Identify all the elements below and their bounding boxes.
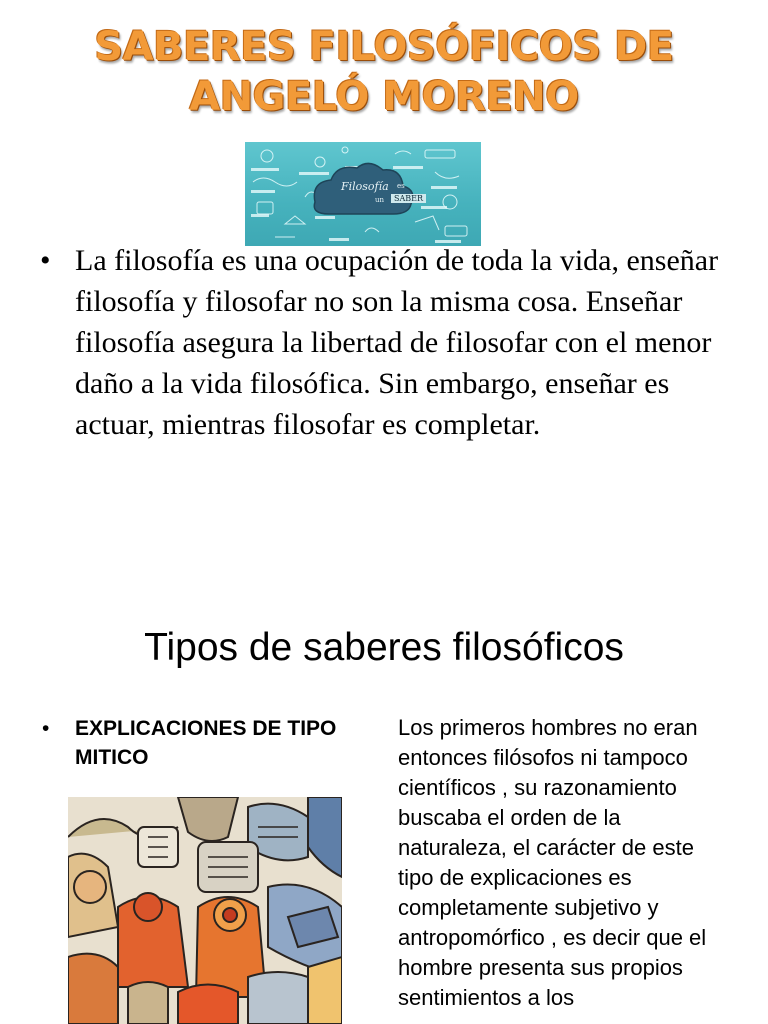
intro-text: La filosofía es una ocupación de toda la vida, enseñar filosofía y filosofar no son la misma cosa. Enseñar filosofía asegura la libertad de filosofar con el menor daño a la vida filosófica. Sin embargo, enseñar es actuar, mientras filosofar es completar. xyxy=(75,244,719,441)
philosophy-banner-image xyxy=(245,142,481,246)
banner-illustration xyxy=(245,142,481,246)
banner-text-saber: SABER xyxy=(391,194,426,203)
banner-text-un: un xyxy=(375,196,385,204)
section-title: Tipos de saberes filosóficos xyxy=(144,626,624,669)
mythic-description: Los primeros hombres no eran entonces filósofos ni tampoco científicos , su razonamiento buscaba el orden de la naturaleza, el carácter de este tipo de explicaciones es completamente subjetivo y antropomórfico , es decir que el hombre presenta sus propios sentimientos a los xyxy=(398,715,707,1010)
title-line-1: SABERES FILOSÓFICOS DE xyxy=(94,24,674,70)
banner-text-filosofia: Filosofía xyxy=(341,180,389,193)
banner-text-es: es xyxy=(397,182,405,190)
slide-title xyxy=(0,22,768,122)
mayan-mural-image xyxy=(68,797,342,1024)
mythic-heading-bullet xyxy=(42,714,372,772)
bullet-marker: • xyxy=(40,244,51,277)
title-line-2: ANGELÓ MORENO xyxy=(189,74,579,120)
intro-bullet-paragraph xyxy=(40,240,740,445)
mural-illustration xyxy=(68,797,342,1024)
mythic-heading: EXPLICACIONES DE TIPO MITICO xyxy=(75,717,337,769)
bullet-marker: • xyxy=(42,717,50,740)
